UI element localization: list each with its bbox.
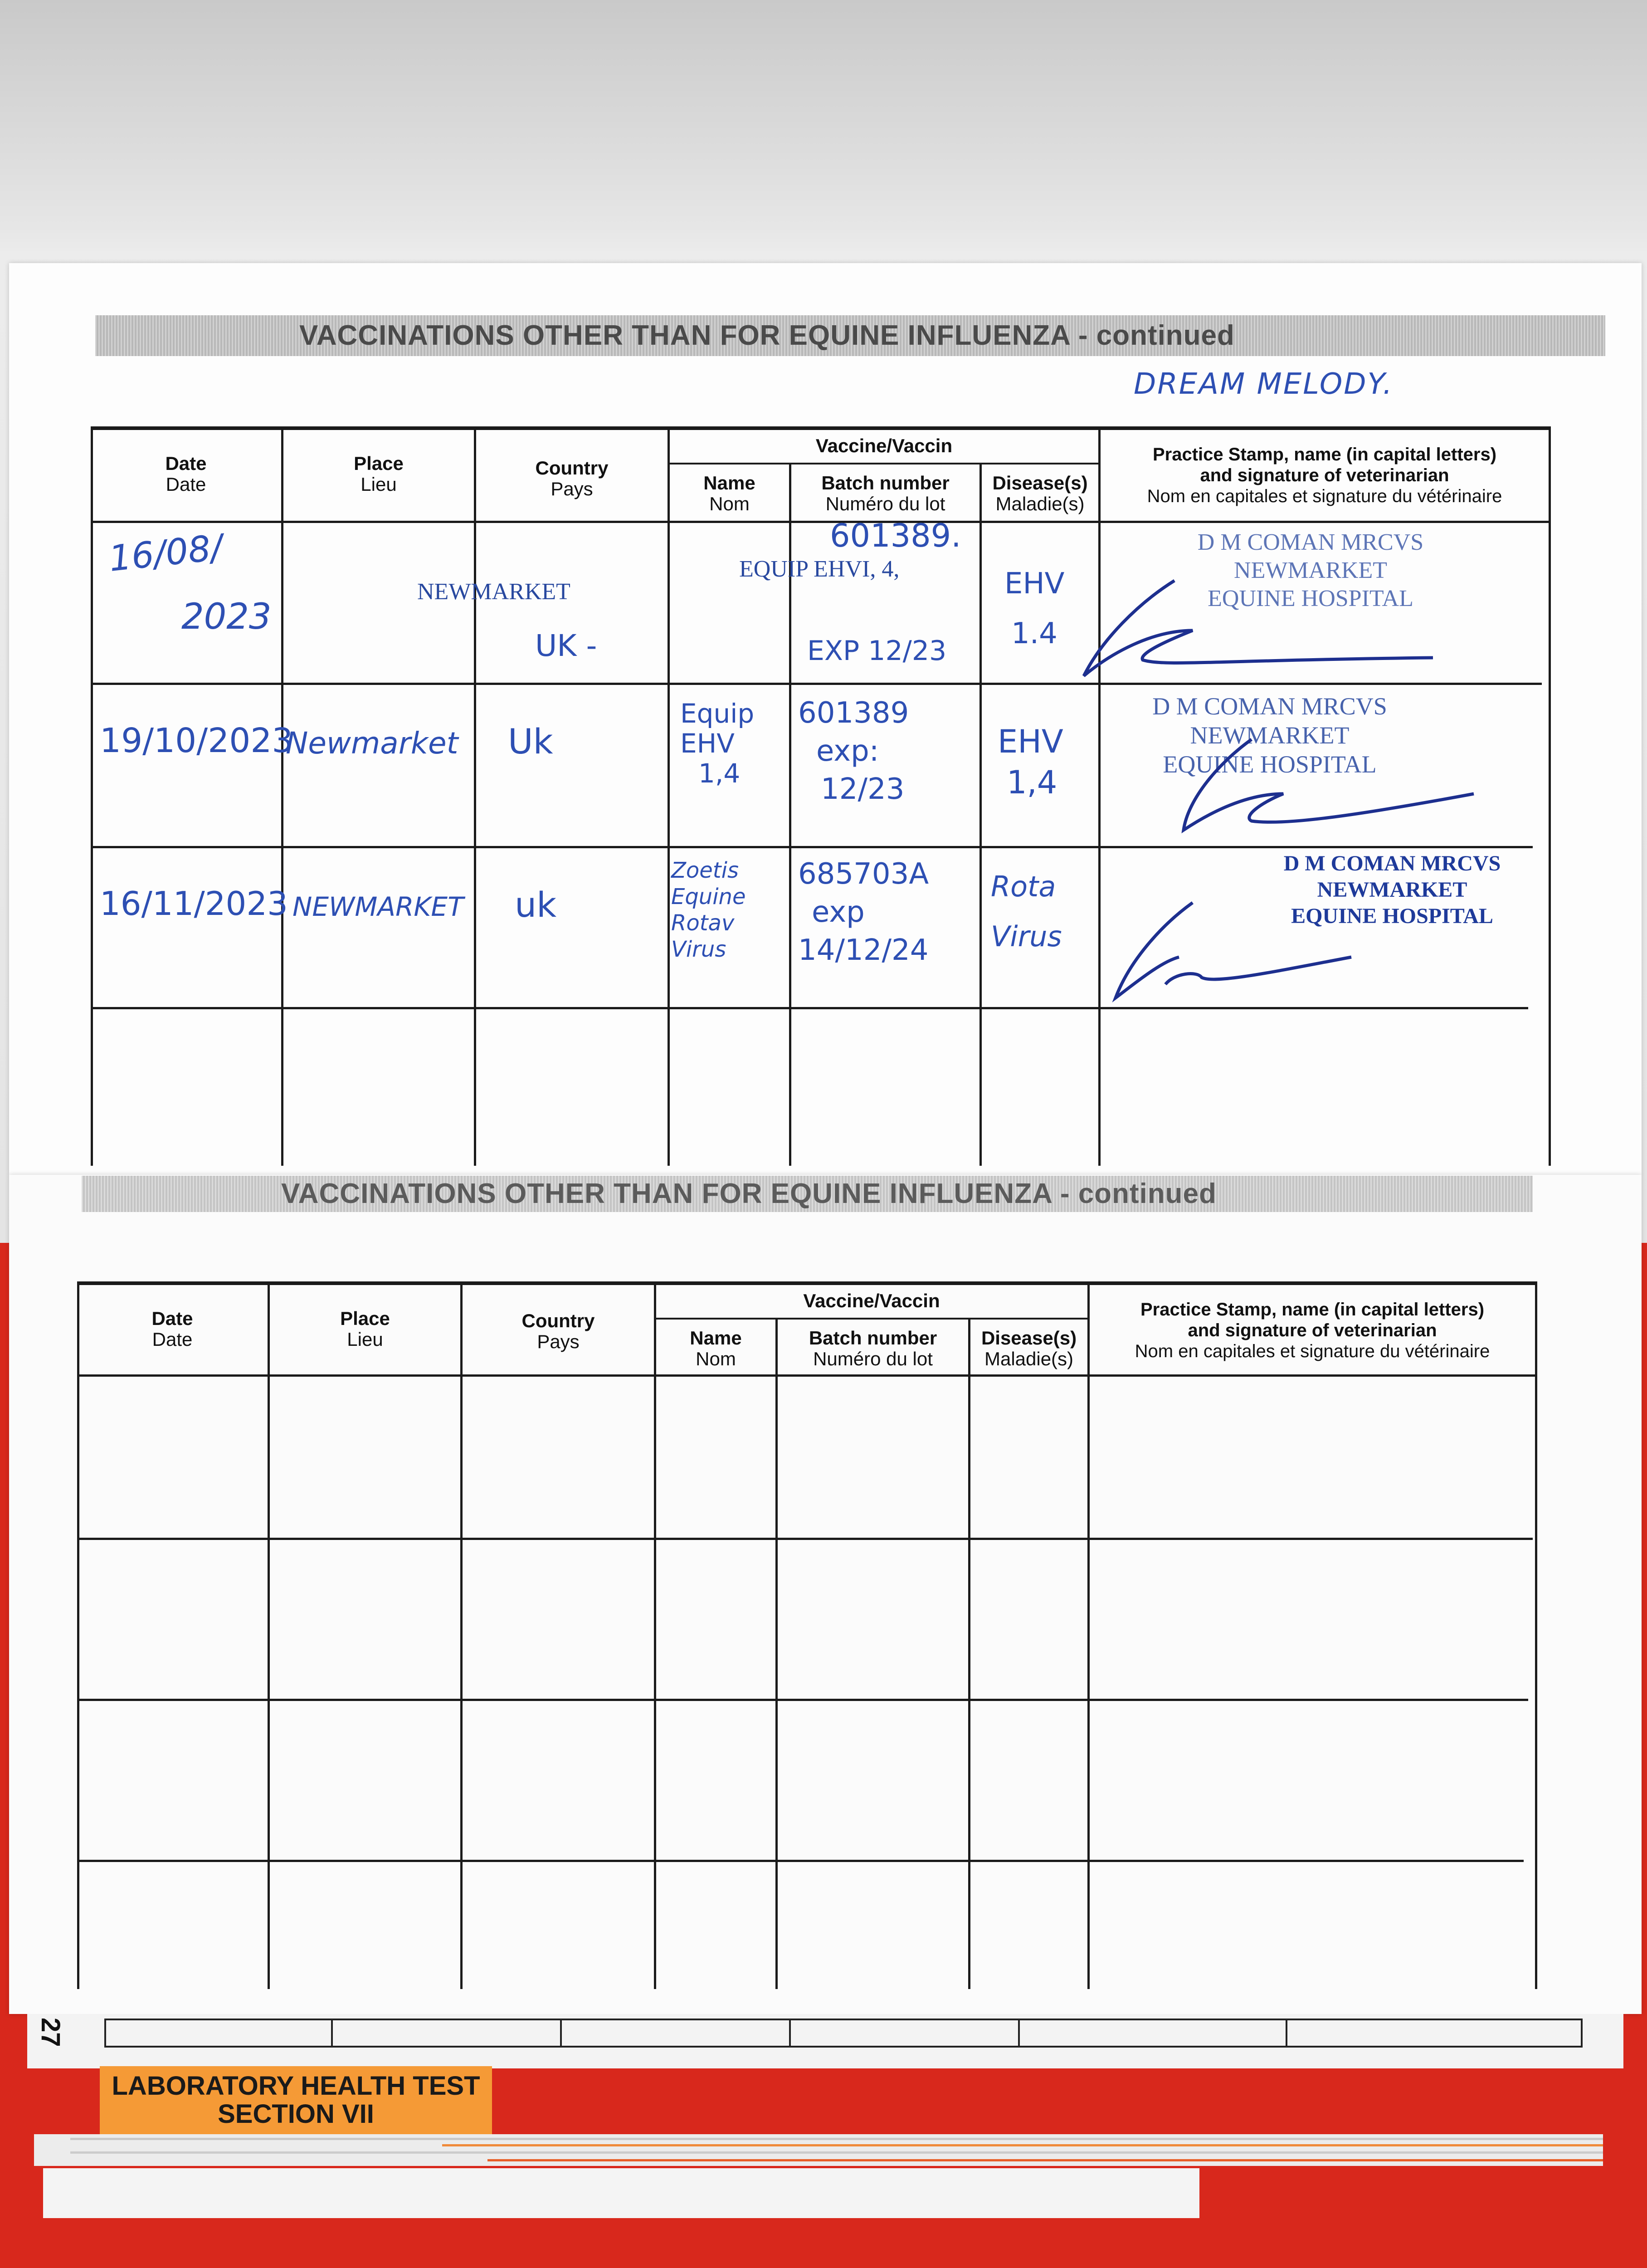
row2-date: 19/10/2023 <box>100 721 293 760</box>
row3-vaccine-name: Zoetis Equine Rotav Virus <box>671 858 746 962</box>
row1-vet-signature <box>1070 562 1433 685</box>
top-section-banner <box>95 315 1605 356</box>
row1-date-line2: 2023 <box>181 596 272 637</box>
row3-vet-stamp: D M COMAN MRCVS NEWMARKET EQUINE HOSPITAL <box>1283 851 1501 928</box>
bottom-banner-title: VACCINATIONS OTHER THAN FOR EQUINE INFLUENZA - continued <box>281 1178 1217 1209</box>
row1-date-line1: 16/08/ <box>107 527 225 580</box>
row2-place: Newmarket <box>286 726 458 761</box>
row1-batch-number: 601389. <box>830 517 961 554</box>
top-page <box>9 263 1642 1175</box>
bottom-header-name: Name Nom <box>690 1327 742 1369</box>
row1-batch-expiry: EXP 12/23 <box>807 635 947 667</box>
row2-vet-signature <box>1134 726 1478 844</box>
row2-vet-stamp: D M COMAN MRCVS NEWMARKET EQUINE HOSPITAL <box>1152 693 1387 778</box>
section-tab-laboratory-health-test: LABORATORY HEALTH TEST SECTION VII <box>100 2066 492 2134</box>
row3-batch: 685703A exp 14/12/24 <box>798 857 929 967</box>
bottom-header-diseases: Disease(s) Maladie(s) <box>981 1327 1077 1369</box>
bottom-header-practice-stamp: Practice Stamp, name (in capital letters) and signature of veterinarian Nom en capitales et signature du vétérinaire <box>1135 1299 1490 1361</box>
row3-country: uk <box>515 885 557 925</box>
header-diseases: Disease(s) Maladie(s) <box>992 472 1088 514</box>
row3-disease: Rota Virus <box>991 870 1062 953</box>
header-place: Place Lieu <box>354 453 404 495</box>
bottom-header-vaccine-group: Vaccine/Vaccin <box>803 1290 940 1311</box>
white-label-strip <box>43 2168 1199 2218</box>
header-country: Country Pays <box>535 457 609 499</box>
row2-vaccine-name: Equip EHV 1,4 <box>680 698 755 789</box>
horse-name: DREAM MELODY. <box>1134 367 1394 401</box>
row2-country: Uk <box>508 721 553 762</box>
page-number: 27 <box>36 2018 65 2047</box>
row3-place: NEWMARKET <box>292 891 464 922</box>
row1-vaccine-name-stamp: EQUIP EHVI, 4, <box>739 556 900 582</box>
row1-disease-line2: 1.4 <box>1011 617 1057 650</box>
row2-disease: EHV 1,4 <box>998 723 1063 801</box>
row2-batch: 601389 exp: 12/23 <box>798 696 909 806</box>
next-page-edge <box>27 2014 1623 2068</box>
row1-vet-stamp: D M COMAN MRCVS NEWMARKET EQUINE HOSPITAL <box>1197 529 1424 611</box>
bottom-page <box>9 1175 1642 2014</box>
bottom-vaccination-table <box>77 1281 1537 1989</box>
top-vaccination-table <box>91 426 1551 1166</box>
row1-place-stamp: NEWMARKET <box>417 579 570 605</box>
row3-vet-signature <box>1097 894 1442 1007</box>
top-banner-title: VACCINATIONS OTHER THAN FOR EQUINE INFLUENZA - continued <box>299 320 1235 351</box>
header-date: Date Date <box>165 453 207 495</box>
bottom-header-batch-number: Batch number Numéro du lot <box>809 1327 937 1369</box>
bottom-header-place: Place Lieu <box>340 1308 390 1350</box>
header-vaccine-group: Vaccine/Vaccin <box>815 435 953 456</box>
row1-country: UK - <box>535 628 597 663</box>
header-batch-number: Batch number Numéro du lot <box>821 472 950 514</box>
bottom-header-country: Country Pays <box>521 1310 595 1352</box>
row1-disease-line1: EHV <box>1004 567 1065 601</box>
header-name: Name Nom <box>703 472 755 514</box>
row3-date: 16/11/2023 <box>100 885 288 923</box>
bottom-section-banner <box>82 1176 1533 1212</box>
page-stack-edges <box>34 2134 1603 2166</box>
bottom-header-date: Date Date <box>151 1308 193 1350</box>
header-practice-stamp: Practice Stamp, name (in capital letters) and signature of veterinarian Nom en capitales et signature du vétérinaire <box>1147 444 1502 506</box>
